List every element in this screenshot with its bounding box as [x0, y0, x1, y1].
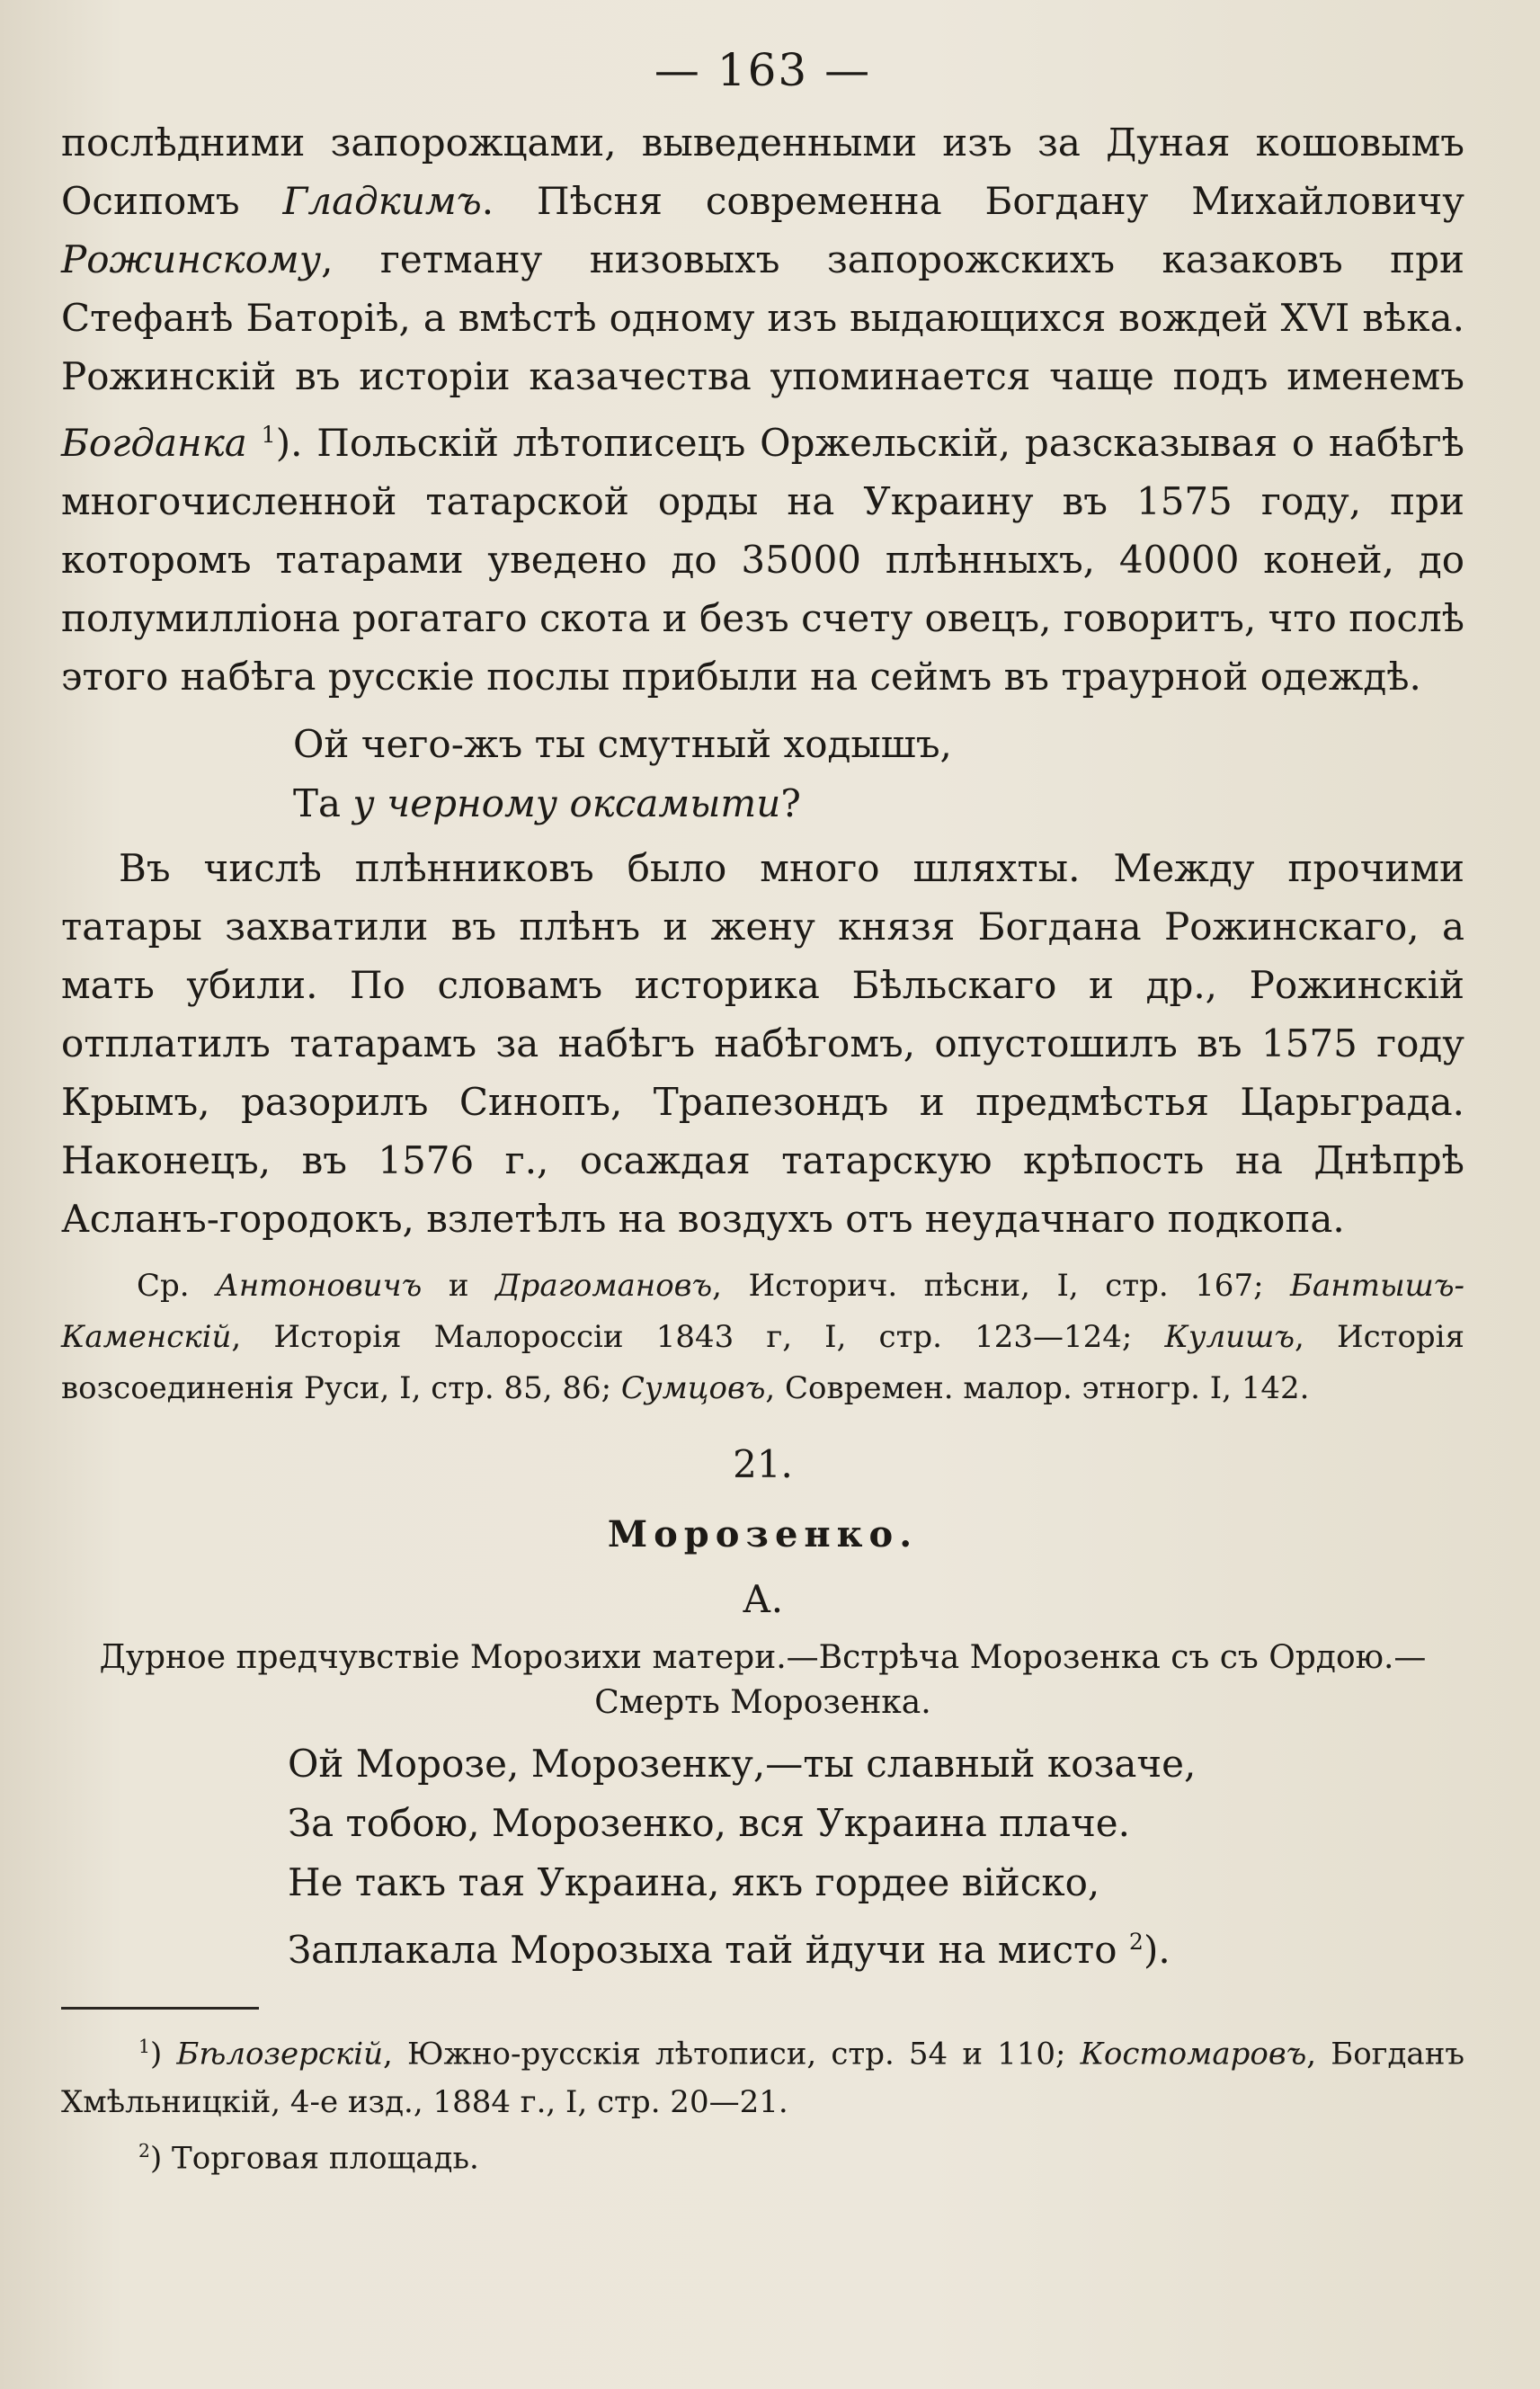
song-line: За тобою, Морозенко, вся Украина плаче.: [288, 1801, 1130, 1845]
text-run: , Историч. пѣсни, I, стр. 167;: [712, 1268, 1291, 1304]
ref-author: Бантышъ-Каменскій: [61, 1268, 1464, 1355]
song-line: [288, 1912, 1464, 1980]
text-run: , Исторія Малороссіи 1843 г, I, стр. 123—124;: [231, 1319, 1165, 1355]
verse-line: Ой чего-жъ ты смутный ходышъ,: [293, 722, 952, 766]
verse-line: [293, 774, 1464, 833]
footnote-1: $^1$) Бѣлозерскій, Южно-русскія лѣтописи, стр. 54 и 110; Костомаровъ, Богданъ Хмѣльницкій, 4-е изд., 1884 г., I, стр. 20—21.: [61, 2036, 1464, 2121]
footnote-marker-2: 2: [1128, 1929, 1144, 1955]
song-line: Ой Морозе, Морозенку,—ты славный козаче,: [288, 1742, 1197, 1786]
name-gladkim: Гладкимъ: [282, 179, 482, 223]
song-variant: А.: [742, 1577, 784, 1621]
fn-author: Костомаровъ: [1080, 2036, 1307, 2073]
text-run: , гетману низовыхъ запорожскихъ казаковъ при Стефанѣ Баторіѣ, а вмѣстѣ одному изъ выдающихся вождей XVI вѣка. Рожинскій въ исторіи казачества упоминается чаще подъ именемъ: [61, 237, 1464, 398]
footnote-mark: 2: [138, 2140, 150, 2162]
footnote-marker-1: 1: [261, 422, 276, 448]
verse-italic: у черному оксамыти: [352, 781, 781, 825]
verse-quote: [61, 715, 1464, 833]
text-run: ).: [1143, 1928, 1171, 1972]
song-verse: [61, 1734, 1464, 1980]
song-number: 21.: [733, 1442, 793, 1486]
ref-author: Кулишъ: [1164, 1319, 1295, 1355]
ref-author: Драгомановъ: [495, 1268, 713, 1304]
paragraph-captives: Въ числѣ плѣнниковъ было много шляхты. Между прочими татары захватили въ плѣнъ и жену князя Богдана Рожинскаго, а мать убили. По словамъ историка Бѣльскаго и др., Рожинскій отплатилъ татарамъ за набѣгъ набѣгомъ, опустошилъ въ 1575 году Крымъ, разорилъ Синопъ, Трапезондъ и предмѣстья Царьграда. Наконецъ, въ 1576 г., осаждая татарскую крѣпость на Днѣпрѣ Асланъ-городокъ, взлетѣлъ на воздухъ отъ неудачнаго подкопа.: [61, 846, 1464, 1241]
references-paragraph: [61, 1261, 1464, 1414]
text-run: , Исторія возсоединенія Руси, I, стр. 85, 86;: [61, 1319, 1464, 1406]
text-run: Торговая площадь.: [162, 2140, 479, 2177]
footnote-2: $^2$) Торговая площадь.: [138, 2140, 479, 2177]
page-number: — 163 —: [654, 44, 872, 96]
name-rozhinsky: Рожинскому: [61, 237, 322, 281]
text-run: , Современ. малор. этногр. I, 142.: [765, 1370, 1310, 1406]
fn-author: Бѣлозерскій: [176, 2036, 384, 2073]
song-title: Морозенко.: [607, 1513, 919, 1556]
text-run: послѣдними запорожцами, выведенными изъ за Дуная кошовымъ Осипомъ: [61, 120, 1464, 223]
paragraph-rozhinsky: [61, 113, 1464, 706]
text-run: Заплакала Морозыха тай йдучи на мисто: [288, 1928, 1129, 1972]
ref-author: Сумцовъ: [620, 1370, 766, 1406]
name-bogdanka: Богданка: [61, 421, 247, 465]
ref-author: Антоновичъ: [216, 1268, 423, 1304]
footnotes: [61, 2022, 1464, 2183]
text-run: ). Польскій лѣтописецъ Оржельскій, разсказывая о набѣгѣ многочисленной татарской орды на Украину въ 1575 году, при которомъ татарами уведено до 35000 плѣнныхъ, 40000 коней, до полумилліона рогатаго скота и безъ счету овецъ, говоритъ, что послѣ этого набѣга русскіе послы прибыли на сеймъ въ траурной одеждѣ.: [61, 421, 1464, 699]
text-run: . Пѣсня современна Богдану Михайловичу: [481, 179, 1465, 223]
text-run: , Богданъ Хмѣльницкій, 4-е изд., 1884 г., I, стр. 20—21.: [61, 2036, 1464, 2121]
text-run: ?: [780, 781, 801, 825]
song-summary: Дурное предчувствіе Морозихи матери.—Встрѣча Морозенка съ съ Ордою.—Смерть Морозенка.: [99, 1639, 1427, 1721]
footnote-rule: [61, 2007, 259, 2010]
footnote-mark: 1: [138, 2036, 150, 2057]
text-run: , Южно-русскія лѣтописи, стр. 54 и 110;: [383, 2036, 1081, 2073]
text-run: и: [422, 1268, 496, 1304]
text-run: Ср.: [137, 1268, 217, 1304]
song-line: Не такъ тая Украина, якъ гордее війско,: [288, 1860, 1100, 1904]
text-run: Та: [293, 781, 353, 825]
